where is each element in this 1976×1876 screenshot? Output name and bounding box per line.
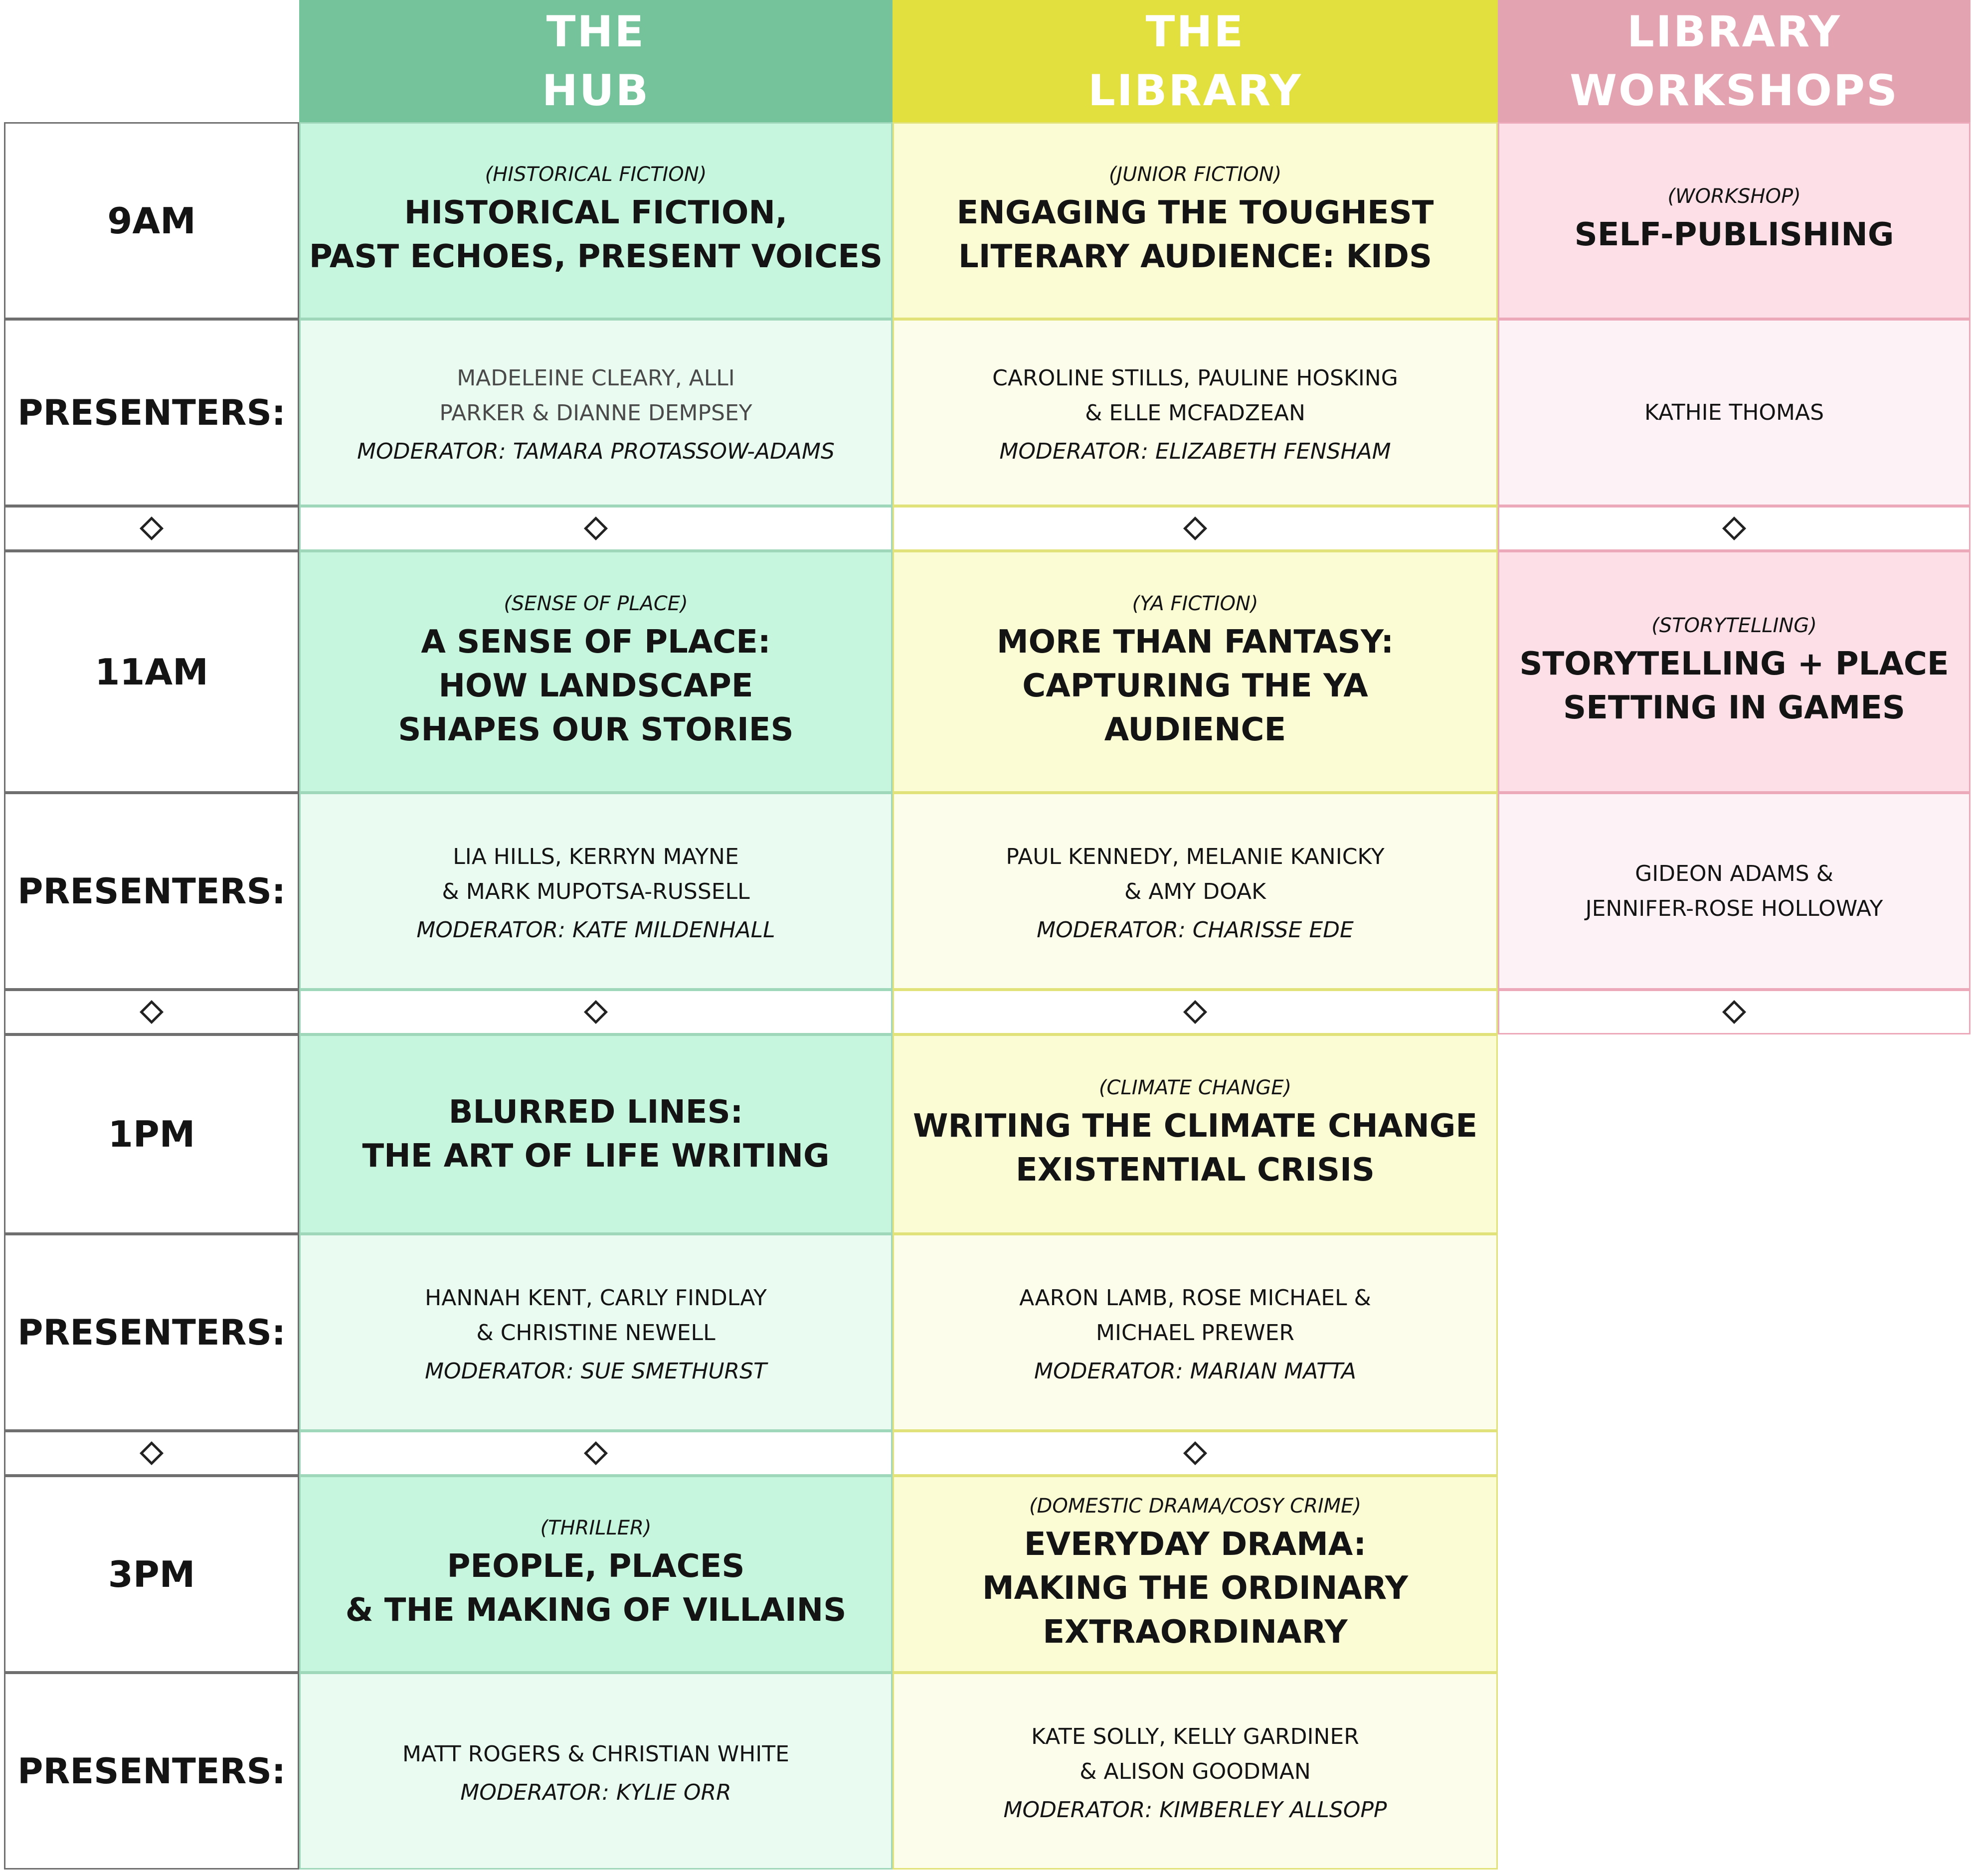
diamond-icon xyxy=(584,1441,608,1465)
presenter-names xyxy=(1031,1719,1359,1789)
venue-header-workshops xyxy=(1498,0,1971,122)
moderator-name: MODERATOR: TAMARA PROTASSOW-ADAMS xyxy=(357,439,835,464)
moderator-name: MODERATOR: KATE MILDENHALL xyxy=(416,917,775,943)
presenter-name-line: & ELLE MCFADZEAN xyxy=(1085,400,1305,426)
separator-cell xyxy=(1498,506,1971,551)
diamond-icon xyxy=(584,516,608,540)
venue-name-line: WORKSHOPS xyxy=(1570,65,1899,116)
presenter-names xyxy=(1644,395,1824,430)
time-text: 3PM xyxy=(108,1553,195,1595)
session-title xyxy=(957,191,1434,279)
presenter-name-line: & MARK MUPOTSA-RUSSELL xyxy=(442,879,750,904)
presenters-card xyxy=(893,793,1498,990)
session-card[interactable] xyxy=(893,122,1498,319)
venue-name-line: LIBRARY xyxy=(1088,65,1302,116)
session-genre: (CLIMATE CHANGE) xyxy=(1098,1076,1292,1099)
session-card[interactable] xyxy=(893,551,1498,793)
venue-name-line: HUB xyxy=(541,65,650,116)
presenter-name-line: & ALISON GOODMAN xyxy=(1079,1759,1311,1784)
session-title-line: MAKING THE ORDINARY xyxy=(982,1569,1409,1607)
presenter-name-line: & CHRISTINE NEWELL xyxy=(476,1320,716,1346)
separator-cell xyxy=(4,990,299,1034)
presenter-name-line: PARKER & DIANNE DEMPSEY xyxy=(439,400,752,426)
session-title-line: BLURRED LINES: xyxy=(448,1094,743,1131)
session-title-line: SETTING IN GAMES xyxy=(1563,689,1905,726)
separator-cell xyxy=(893,990,1498,1034)
session-title xyxy=(398,620,793,752)
presenters-label-text: PRESENTERS: xyxy=(17,870,286,912)
session-genre: (WORKSHOP) xyxy=(1667,184,1801,208)
presenter-name-line: KATHIE THOMAS xyxy=(1644,399,1824,425)
session-card[interactable] xyxy=(299,1034,893,1234)
presenter-name-line: GIDEON ADAMS & xyxy=(1635,860,1833,886)
session-card[interactable] xyxy=(893,1034,1498,1234)
diamond-icon xyxy=(1722,1000,1746,1024)
moderator-name: MODERATOR: ELIZABETH FENSHAM xyxy=(999,439,1391,464)
venue-name-line: LIBRARY xyxy=(1627,6,1841,57)
time-slot-label xyxy=(4,551,299,793)
moderator-name: MODERATOR: CHARISSE EDE xyxy=(1037,917,1354,943)
session-card[interactable] xyxy=(299,122,893,319)
session-title xyxy=(997,620,1394,752)
presenter-names xyxy=(442,840,749,909)
session-card[interactable] xyxy=(299,551,893,793)
time-text: 11AM xyxy=(95,651,208,693)
moderator-name: MODERATOR: MARIAN MATTA xyxy=(1034,1359,1356,1384)
session-title-line: THE ART OF LIFE WRITING xyxy=(362,1138,830,1175)
session-title-line: EXISTENTIAL CRISIS xyxy=(1015,1152,1375,1189)
presenters-card xyxy=(299,793,893,990)
presenter-name-line: MATT ROGERS & CHRISTIAN WHITE xyxy=(402,1741,789,1767)
session-title xyxy=(362,1090,829,1178)
presenter-name-line: CAROLINE STILLS, PAULINE HOSKING xyxy=(992,365,1398,391)
diamond-icon xyxy=(140,1441,164,1465)
separator-cell xyxy=(299,506,893,551)
presenter-name-line: MICHAEL PREWER xyxy=(1096,1320,1294,1346)
presenters-card xyxy=(893,1234,1498,1431)
presenters-label-text: PRESENTERS: xyxy=(17,392,286,433)
session-title-line: A SENSE OF PLACE: xyxy=(421,623,771,661)
presenters-card xyxy=(299,1673,893,1870)
presenters-label xyxy=(4,1673,299,1870)
time-slot-label xyxy=(4,122,299,319)
session-genre: (HISTORICAL FICTION) xyxy=(485,163,707,186)
presenters-card xyxy=(299,1234,893,1431)
session-title-line: CAPTURING THE YA xyxy=(1022,667,1368,704)
separator-cell xyxy=(4,1431,299,1476)
presenters-card xyxy=(893,1673,1498,1870)
session-title-line: MORE THAN FANTASY: xyxy=(996,623,1394,661)
session-title xyxy=(1575,213,1894,257)
diamond-icon xyxy=(140,516,164,540)
separator-cell xyxy=(4,506,299,551)
venue-header-library xyxy=(893,0,1498,122)
presenter-name-line: PAUL KENNEDY, MELANIE KANICKY xyxy=(1006,844,1385,869)
presenters-label xyxy=(4,793,299,990)
session-title-line: EVERYDAY DRAMA: xyxy=(1024,1526,1367,1563)
presenter-names xyxy=(425,1281,767,1351)
session-title-line: AUDIENCE xyxy=(1104,711,1286,748)
time-text: 9AM xyxy=(107,199,196,242)
session-title xyxy=(982,1523,1408,1654)
session-title-line: WRITING THE CLIMATE CHANGE xyxy=(912,1108,1478,1145)
session-title-line: ENGAGING THE TOUGHEST xyxy=(956,194,1434,231)
presenters-card xyxy=(299,319,893,506)
session-title-line: LITERARY AUDIENCE: KIDS xyxy=(958,238,1433,275)
session-title-line: EXTRAORDINARY xyxy=(1043,1613,1348,1651)
presenters-label-text: PRESENTERS: xyxy=(17,1312,286,1353)
time-slot-label xyxy=(4,1034,299,1234)
presenter-names xyxy=(402,1737,789,1772)
venue-header-hub xyxy=(299,0,893,122)
session-title xyxy=(913,1104,1477,1192)
presenter-name-line: KATE SOLLY, KELLY GARDINER xyxy=(1031,1724,1359,1749)
session-title xyxy=(346,1544,847,1632)
venue-name-line: THE xyxy=(546,6,646,57)
presenter-names xyxy=(1586,856,1883,926)
presenters-label xyxy=(4,1234,299,1431)
presenters-card xyxy=(1498,319,1971,506)
session-genre: (STORYTELLING) xyxy=(1651,614,1817,637)
diamond-icon xyxy=(1183,1441,1207,1465)
session-title-line: SELF-PUBLISHING xyxy=(1574,216,1894,253)
diamond-icon xyxy=(1183,516,1207,540)
separator-cell xyxy=(299,990,893,1034)
moderator-name: MODERATOR: KYLIE ORR xyxy=(460,1780,731,1805)
presenters-card xyxy=(893,319,1498,506)
separator-cell xyxy=(893,506,1498,551)
session-genre: (YA FICTION) xyxy=(1132,592,1258,615)
session-title-line: STORYTELLING + PLACE xyxy=(1519,645,1949,682)
session-card[interactable] xyxy=(1498,551,1971,793)
session-title xyxy=(1519,642,1949,730)
session-card[interactable] xyxy=(299,1476,893,1673)
session-title-line: & THE MAKING OF VILLAINS xyxy=(345,1591,847,1629)
presenters-label xyxy=(4,319,299,506)
presenter-names xyxy=(992,361,1398,431)
time-text: 1PM xyxy=(108,1113,195,1155)
diamond-icon xyxy=(1183,1000,1207,1024)
presenter-name-line: & AMY DOAK xyxy=(1124,879,1266,904)
session-genre: (THRILLER) xyxy=(540,1516,652,1539)
session-card[interactable] xyxy=(1498,122,1971,319)
presenters-label-text: PRESENTERS: xyxy=(17,1750,286,1792)
session-title-line: PAST ECHOES, PRESENT VOICES xyxy=(309,238,883,275)
presenter-name-line: AARON LAMB, ROSE MICHAEL & xyxy=(1019,1285,1371,1311)
venue-name-line: THE xyxy=(1145,6,1245,57)
session-title-line: PEOPLE, PLACES xyxy=(447,1547,745,1585)
presenter-name-line: HANNAH KENT, CARLY FINDLAY xyxy=(425,1285,767,1311)
separator-cell xyxy=(893,1431,1498,1476)
separator-cell xyxy=(1498,990,1971,1034)
session-genre: (DOMESTIC DRAMA/COSY CRIME) xyxy=(1029,1494,1362,1518)
diamond-icon xyxy=(140,1000,164,1024)
diamond-icon xyxy=(1722,516,1746,540)
session-genre: (JUNIOR FICTION) xyxy=(1108,163,1282,186)
session-title-line: SHAPES OUR STORIES xyxy=(398,711,794,748)
presenter-name-line: MADELEINE CLEARY, ALLI xyxy=(457,365,735,391)
separator-cell xyxy=(299,1431,893,1476)
presenters-card xyxy=(1498,793,1971,990)
presenter-name-line: JENNIFER-ROSE HOLLOWAY xyxy=(1585,895,1883,921)
moderator-name: MODERATOR: SUE SMETHURST xyxy=(425,1359,767,1384)
session-genre: (SENSE OF PLACE) xyxy=(504,592,688,615)
presenter-names xyxy=(1019,1281,1371,1351)
moderator-name: MODERATOR: KIMBERLEY ALLSOPP xyxy=(1003,1797,1387,1823)
session-title-line: HISTORICAL FICTION, xyxy=(404,194,788,231)
presenter-names xyxy=(1006,840,1384,909)
session-title xyxy=(309,191,883,279)
time-slot-label xyxy=(4,1476,299,1673)
session-card[interactable] xyxy=(893,1476,1498,1673)
presenter-name-line: LIA HILLS, KERRYN MAYNE xyxy=(453,844,739,869)
diamond-icon xyxy=(584,1000,608,1024)
session-title-line: HOW LANDSCAPE xyxy=(438,667,753,704)
presenter-names xyxy=(439,361,752,431)
